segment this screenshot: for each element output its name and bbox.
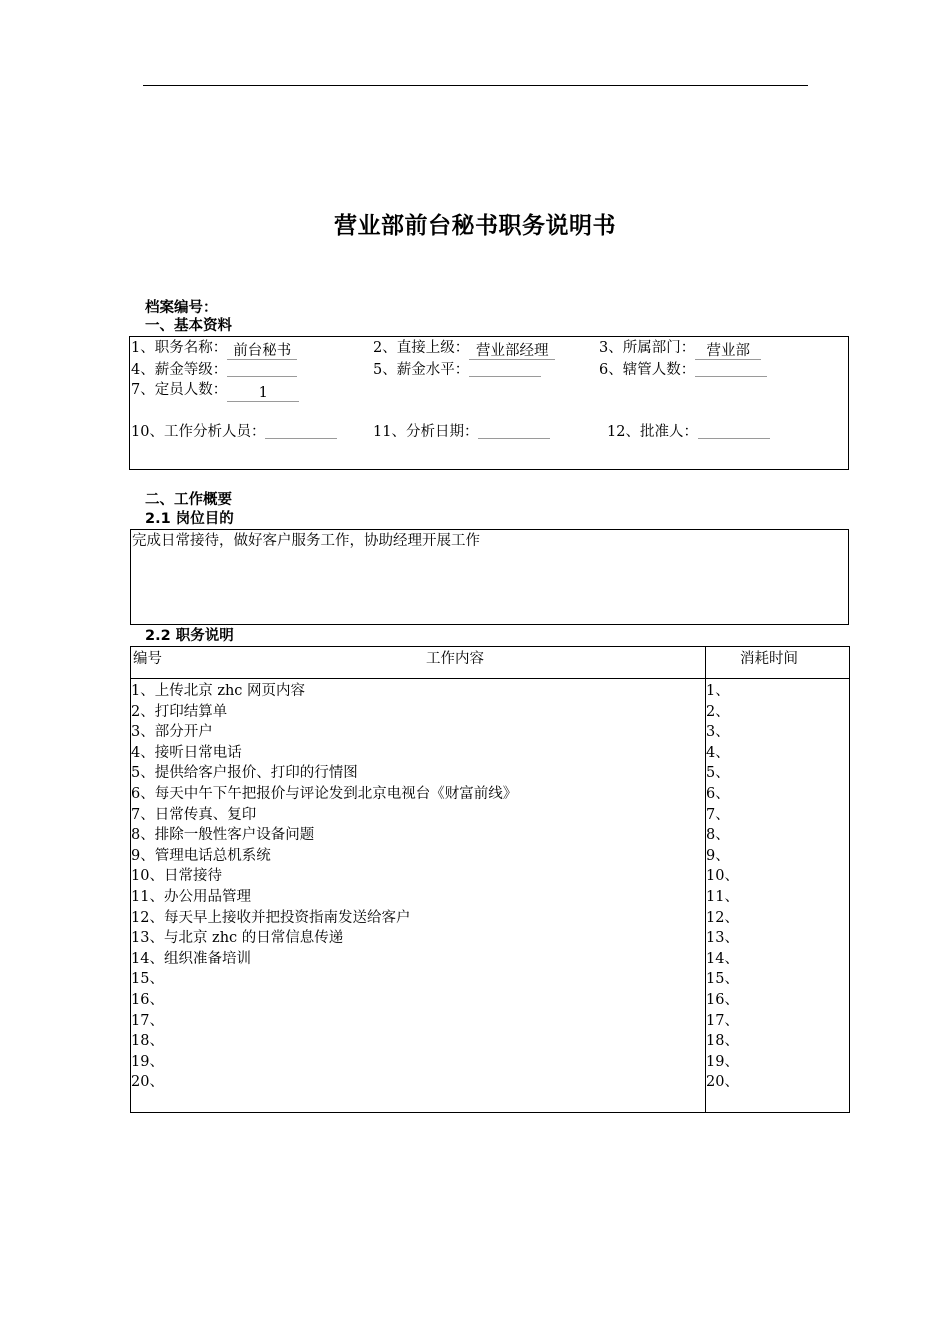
duties-header-content: 工作内容	[426, 651, 484, 667]
duty-time-item: 4、	[706, 744, 730, 761]
header-rule	[143, 85, 808, 86]
field-headcount	[131, 382, 299, 402]
duty-item: 12、每天早上接收并把投资指南发送给客户	[131, 909, 411, 926]
duty-time-item: 3、	[706, 724, 730, 741]
field-job-title-value[interactable]: 前台秘书	[227, 343, 297, 360]
duty-item: 1、上传北京 zhc 网页内容	[131, 683, 306, 699]
field-salary-grade-label: 4、薪金等级：	[131, 362, 228, 378]
field-analysis-date	[373, 422, 550, 441]
section-overview-heading: 二、工作概要	[145, 492, 232, 508]
duty-time-item: 6、	[706, 785, 730, 802]
duty-item: 3、部分开户	[131, 724, 213, 741]
duty-item: 4、接听日常电话	[131, 744, 242, 761]
duty-item: 16、	[131, 991, 164, 1008]
job-duties-heading: 2.2 职务说明	[145, 628, 234, 644]
duty-time-item: 11、	[706, 888, 739, 905]
duty-time-item: 20、	[706, 1074, 739, 1091]
field-approver-value[interactable]	[698, 422, 770, 439]
duty-item: 10、日常接待	[131, 868, 222, 885]
duty-time-item: 2、	[706, 703, 730, 720]
duty-item: 18、	[131, 1033, 164, 1050]
duty-time-item: 19、	[706, 1053, 739, 1070]
duty-item: 6、每天中午下午把报价与评论发到北京电视台《财富前线》	[131, 785, 518, 802]
field-approver	[607, 422, 770, 441]
duty-time-item: 15、	[706, 971, 739, 988]
duties-content-list	[131, 681, 517, 1093]
duty-item: 9、管理电话总机系统	[131, 847, 271, 864]
field-analyst-value[interactable]	[265, 422, 337, 439]
field-salary-level	[373, 360, 541, 379]
field-department-value[interactable]: 营业部	[695, 343, 761, 360]
duty-item: 20、	[131, 1074, 164, 1091]
duty-time-item: 12、	[706, 909, 739, 926]
duty-time-item: 13、	[706, 930, 739, 947]
duties-time-list	[706, 681, 739, 1093]
duty-time-item: 16、	[706, 991, 739, 1008]
field-analyst	[131, 422, 337, 441]
field-approver-label: 12、批准人：	[607, 424, 698, 440]
document-title: 营业部前台秘书职务说明书	[334, 213, 616, 239]
duty-item: 5、提供给客户报价、打印的行情图	[131, 765, 358, 782]
duty-time-item: 1、	[706, 683, 730, 699]
duty-time-item: 9、	[706, 847, 730, 864]
duty-time-item: 5、	[706, 765, 730, 782]
job-purpose-heading: 2.1 岗位目的	[145, 511, 234, 527]
duty-item: 11、办公用品管理	[131, 888, 251, 905]
job-purpose-text: 完成日常接待，做好客户服务工作，协助经理开展工作	[132, 533, 480, 549]
duty-item: 2、打印结算单	[131, 703, 228, 720]
field-salary-level-value[interactable]	[469, 360, 541, 377]
duty-time-item: 7、	[706, 806, 730, 823]
field-department	[599, 340, 761, 360]
field-salary-grade-value[interactable]	[227, 360, 297, 377]
field-analyst-label: 10、工作分析人员：	[131, 424, 266, 440]
duty-time-item: 18、	[706, 1033, 739, 1050]
field-direct-supervisor-label: 2、直接上级：	[373, 340, 470, 356]
duty-item: 7、日常传真、复印	[131, 806, 257, 823]
duty-time-item: 14、	[706, 950, 739, 967]
field-analysis-date-label: 11、分析日期：	[373, 424, 479, 440]
duty-item: 17、	[131, 1012, 164, 1029]
section-basic-info-heading: 一、基本资料	[145, 318, 232, 334]
field-job-title	[131, 340, 297, 360]
field-subordinates	[599, 360, 767, 379]
duty-time-item: 10、	[706, 868, 739, 885]
field-salary-grade	[131, 360, 297, 379]
field-subordinates-label: 6、辖管人数：	[599, 362, 696, 378]
duty-item: 15、	[131, 971, 164, 988]
field-direct-supervisor	[373, 340, 555, 360]
field-job-title-label: 1、职务名称：	[131, 340, 228, 356]
duties-header-time: 消耗时间	[740, 651, 798, 667]
duty-item: 8、排除一般性客户设备问题	[131, 827, 315, 844]
field-headcount-value[interactable]: 1	[227, 385, 299, 402]
field-direct-supervisor-value[interactable]: 营业部经理	[469, 343, 555, 360]
duties-header-number: 编号	[133, 651, 162, 667]
duties-table-header-divider	[130, 678, 850, 679]
field-subordinates-value[interactable]	[695, 360, 767, 377]
duty-time-item: 8、	[706, 827, 730, 844]
field-analysis-date-value[interactable]	[478, 422, 550, 439]
duty-time-item: 17、	[706, 1012, 739, 1029]
file-number-label: 档案编号：	[145, 300, 218, 316]
field-department-label: 3、所属部门：	[599, 340, 696, 356]
field-salary-level-label: 5、薪金水平：	[373, 362, 470, 378]
duty-item: 13、与北京 zhc 的日常信息传递	[131, 930, 344, 947]
field-headcount-label: 7、定员人数：	[131, 382, 228, 398]
duty-item: 14、组织准备培训	[131, 950, 251, 967]
duty-item: 19、	[131, 1053, 164, 1070]
